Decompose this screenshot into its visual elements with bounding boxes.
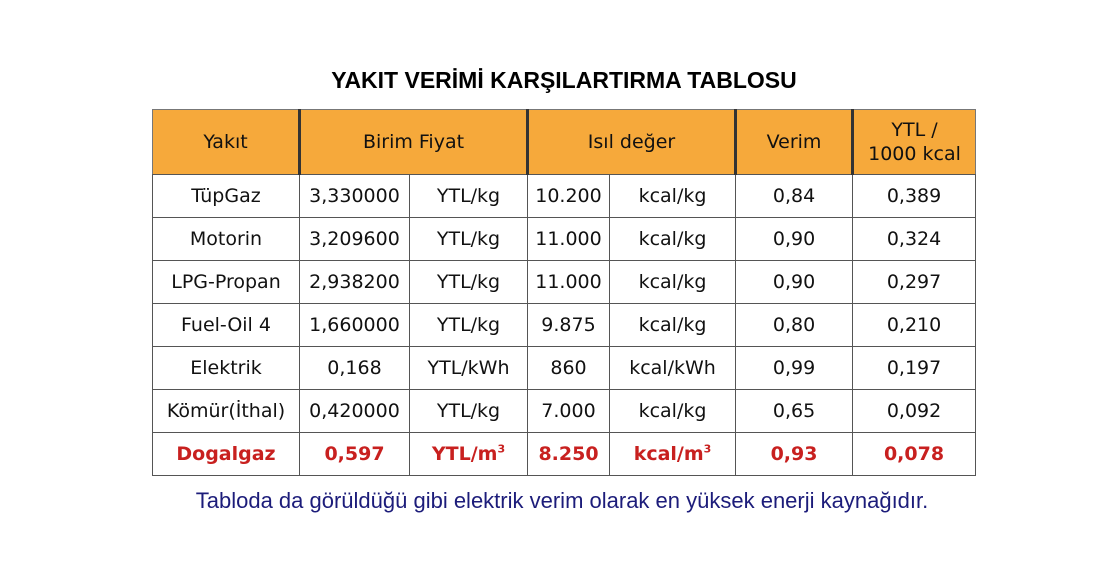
header-ytl-line2: 1000 kcal xyxy=(868,143,961,165)
cell-fuel: Dogalgaz xyxy=(153,433,300,476)
header-verim: Verim xyxy=(736,110,853,175)
cell-fuel: Kömür(İthal) xyxy=(153,390,300,433)
cell-efficiency: 0,80 xyxy=(736,304,853,347)
cell-efficiency: 0,90 xyxy=(736,261,853,304)
table-row xyxy=(153,175,976,218)
cell-heat: 11.000 xyxy=(528,218,610,261)
cell-price-unit: YTL/kWh xyxy=(410,347,528,390)
cell-cost: 0,092 xyxy=(853,390,976,433)
cell-price-unit: YTL/kg xyxy=(410,261,528,304)
cell-cost: 0,297 xyxy=(853,261,976,304)
cell-heat: 9.875 xyxy=(528,304,610,347)
cell-price-unit xyxy=(410,433,528,476)
cell-fuel: LPG-Propan xyxy=(153,261,300,304)
fuel-comparison-table xyxy=(152,109,976,476)
cell-fuel: Motorin xyxy=(153,218,300,261)
cell-heat-unit: kcal/kg xyxy=(610,304,736,347)
cell-price: 3,209600 xyxy=(300,218,410,261)
cell-heat: 860 xyxy=(528,347,610,390)
cell-heat-unit: kcal/kg xyxy=(610,261,736,304)
heat-unit-text: kcal/m xyxy=(633,443,704,465)
cell-efficiency: 0,93 xyxy=(736,433,853,476)
footnote: Tabloda da görüldüğü gibi elektrik verim olarak en yüksek enerji kaynağıdır. xyxy=(195,488,929,513)
cell-price: 2,938200 xyxy=(300,261,410,304)
cell-price: 3,330000 xyxy=(300,175,410,218)
header-ytl-per-1000-kcal xyxy=(853,110,976,175)
cell-cost: 0,210 xyxy=(853,304,976,347)
cell-price: 0,420000 xyxy=(300,390,410,433)
header-isil-deger: Isıl değer xyxy=(528,110,736,175)
cell-price: 0,597 xyxy=(300,433,410,476)
table-row xyxy=(153,261,976,304)
cell-price-unit: YTL/kg xyxy=(410,390,528,433)
cell-cost: 0,389 xyxy=(853,175,976,218)
table-row xyxy=(153,218,976,261)
cell-efficiency: 0,84 xyxy=(736,175,853,218)
cell-heat-unit: kcal/kg xyxy=(610,218,736,261)
cell-cost: 0,324 xyxy=(853,218,976,261)
table-row-highlight xyxy=(153,433,976,476)
price-unit-exponent: 3 xyxy=(497,442,506,456)
cell-price: 1,660000 xyxy=(300,304,410,347)
header-yakit: Yakıt xyxy=(153,110,300,175)
cell-heat-unit xyxy=(610,433,736,476)
table-row xyxy=(153,304,976,347)
cell-efficiency: 0,65 xyxy=(736,390,853,433)
header-ytl-line1: YTL / xyxy=(891,119,938,141)
cell-efficiency: 0,99 xyxy=(736,347,853,390)
cell-heat: 7.000 xyxy=(528,390,610,433)
cell-efficiency: 0,90 xyxy=(736,218,853,261)
heat-unit-exponent: 3 xyxy=(703,442,712,456)
table-row xyxy=(153,390,976,433)
cell-price-unit: YTL/kg xyxy=(410,218,528,261)
cell-cost: 0,078 xyxy=(853,433,976,476)
cell-heat: 11.000 xyxy=(528,261,610,304)
cell-price-unit: YTL/kg xyxy=(410,304,528,347)
header-birim-fiyat: Birim Fiyat xyxy=(300,110,528,175)
cell-fuel: Elektrik xyxy=(153,347,300,390)
cell-cost: 0,197 xyxy=(853,347,976,390)
cell-heat: 10.200 xyxy=(528,175,610,218)
cell-heat-unit: kcal/kg xyxy=(610,390,736,433)
cell-heat-unit: kcal/kg xyxy=(610,175,736,218)
price-unit-text: YTL/m xyxy=(431,443,498,465)
page-title: YAKIT VERİMİ KARŞILARTIRMA TABLOSU xyxy=(331,67,797,93)
table-header-row xyxy=(153,110,976,175)
cell-price-unit: YTL/kg xyxy=(410,175,528,218)
cell-price: 0,168 xyxy=(300,347,410,390)
cell-fuel: TüpGaz xyxy=(153,175,300,218)
table-row xyxy=(153,347,976,390)
cell-fuel: Fuel-Oil 4 xyxy=(153,304,300,347)
cell-heat-unit: kcal/kWh xyxy=(610,347,736,390)
cell-heat: 8.250 xyxy=(528,433,610,476)
